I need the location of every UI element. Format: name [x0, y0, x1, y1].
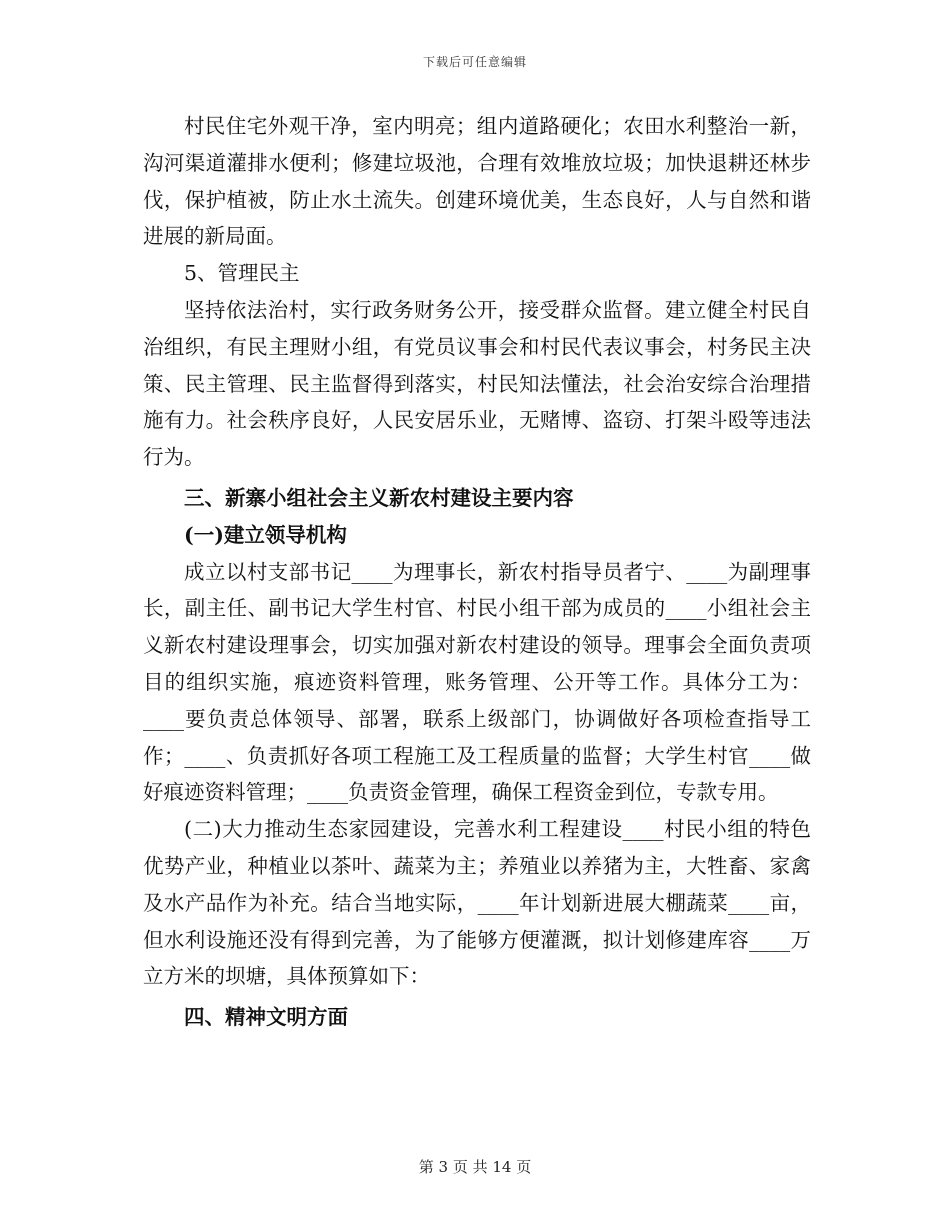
- section-heading-3: 三、新寨小组社会主义新农村建设主要内容: [184, 485, 574, 510]
- section-heading-5: 5、管理民主: [184, 261, 300, 286]
- paragraph-ecology-construction: (二)大力推动生态家园建设，完善水利工程建设____村民小组的特色优势产业，种植业以茶叶、蔬菜为主；养殖业以养猪为主，大牲畜、家禽及水产品作为补充。结合当地实际，____年计划新进展大棚蔬菜____亩，但水利设施还没有得到完善，为了能够方便灌溉，拟计划修建库容____万立方米的坝塘，具体预算如下：: [143, 817, 811, 989]
- page-header-note: 下载后可任意编辑: [422, 55, 527, 69]
- section-heading-4: 四、精神文明方面: [184, 1005, 348, 1030]
- subsection-heading-leadership: (一)建立领导机构: [184, 522, 347, 547]
- paragraph-leadership: 成立以村支部书记____为理事长，新农村指导员者宁、____为副理事长，副主任、副书记大学生村官、村民小组干部为成员的____小组社会主义新农村建设理事会，切实加强对新农村建设的领导。理事会全面负责项目的组织实施，痕迹资料管理，账务管理、公开等工作。具体分工为：____要负责总体领导、部署，联系上级部门，协调做好各项检查指导工作；____、负责抓好各项工程施工及工程质量的监督；大学生村官____做好痕迹资料管理；____负责资金管理，确保工程资金到位，专款专用。: [143, 559, 811, 805]
- document-body: [143, 108, 811, 1036]
- paragraph-village-environment: 村民住宅外观干净，室内明亮；组内道路硬化；农田水利整治一新，沟河渠道灌排水便利；修建垃圾池，合理有效堆放垃圾；加快退耕还林步伐，保护植被，防止水土流失。创建环境优美，生态良好，人与自然和谐进展的新局面。: [143, 114, 811, 249]
- page-number: 第 3 页 共 14 页: [418, 1158, 532, 1176]
- paragraph-management-democracy: 坚持依法治村，实行政务财务公开，接受群众监督。建立健全村民自治组织，有民主理财小组，有党员议事会和村民代表议事会，村务民主决策、民主管理、民主监督得到落实，村民知法懂法，社会治安综合治理措施有力。社会秩序良好，人民安居乐业，无赌博、盗窃、打架斗殴等违法行为。: [143, 297, 811, 470]
